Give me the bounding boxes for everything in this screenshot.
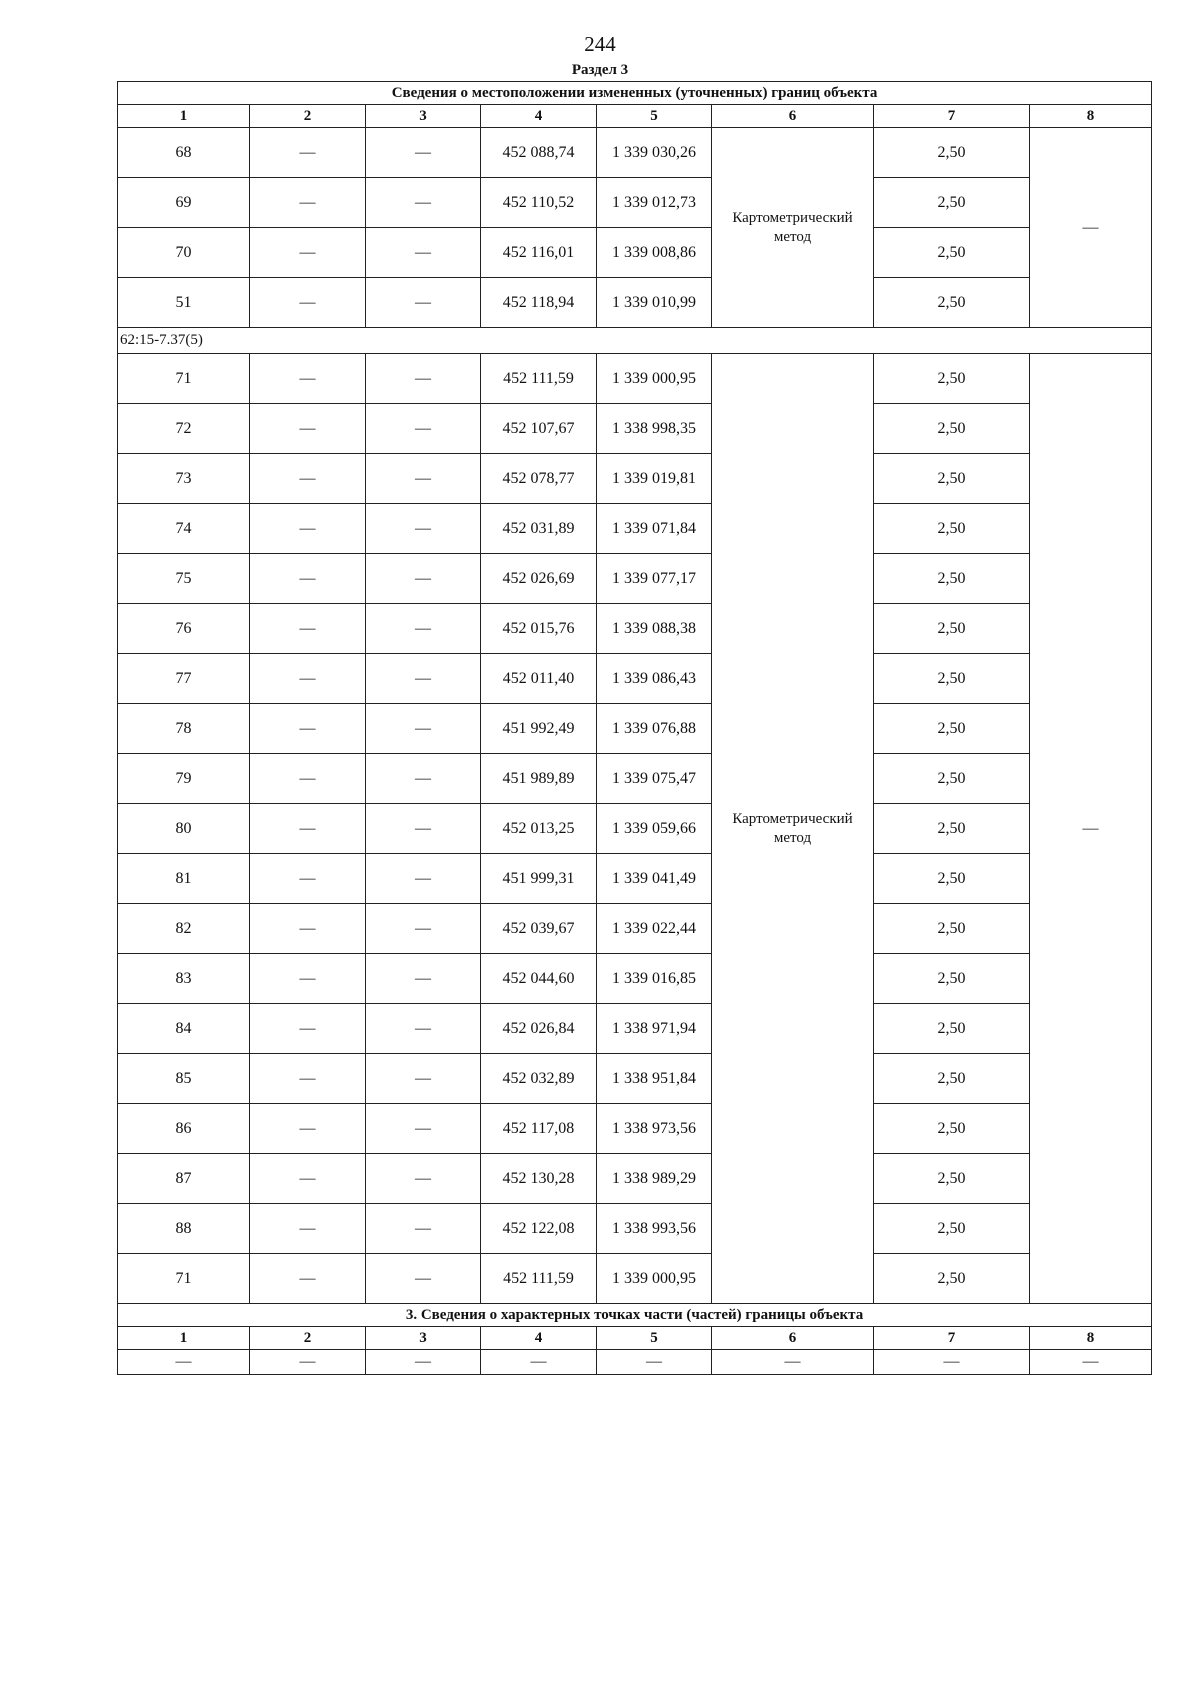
coordinate-y: 1 338 998,35 [597, 404, 712, 454]
coordinate-y: 1 339 030,26 [597, 128, 712, 178]
table-row [118, 604, 1152, 654]
accuracy-value: 2,50 [874, 278, 1030, 328]
block2-title-cell: 3. Сведения о характерных точках части (частей) границы объекта [118, 1304, 1152, 1327]
accuracy-value: 2,50 [874, 1104, 1030, 1154]
column-number: 8 [1030, 105, 1152, 128]
block1-title-cell: Сведения о местоположении измененных (уточненных) границ объекта [118, 82, 1152, 105]
section-label: Раздел 3 [571, 62, 629, 78]
point-number: 70 [118, 228, 250, 278]
empty-cell: — [874, 1350, 1030, 1375]
column-number: 5 [597, 1327, 712, 1350]
point-number: 69 [118, 178, 250, 228]
col2-value: — [250, 554, 366, 604]
coordinate-y: 1 339 000,95 [597, 354, 712, 404]
table-row [118, 178, 1152, 228]
coordinate-x: 451 992,49 [481, 704, 597, 754]
col8-value: — [1030, 128, 1152, 328]
point-number: 82 [118, 904, 250, 954]
col2-value: — [250, 404, 366, 454]
col3-value: — [366, 1054, 481, 1104]
empty-cell: — [250, 1350, 366, 1375]
coordinate-x: 452 026,84 [481, 1004, 597, 1054]
table-row [118, 704, 1152, 754]
coordinate-x: 452 031,89 [481, 504, 597, 554]
table-row [118, 854, 1152, 904]
empty-cell: — [1030, 1350, 1152, 1375]
point-number: 81 [118, 854, 250, 904]
coordinate-x: 451 999,31 [481, 854, 597, 904]
column-number: 7 [874, 1327, 1030, 1350]
point-number: 51 [118, 278, 250, 328]
coordinate-x: 451 989,89 [481, 754, 597, 804]
table-row [118, 1054, 1152, 1104]
col2-value: — [250, 754, 366, 804]
coordinate-x: 452 110,52 [481, 178, 597, 228]
col2-value: — [250, 1254, 366, 1304]
coordinate-y: 1 338 993,56 [597, 1204, 712, 1254]
col3-value: — [366, 604, 481, 654]
coordinate-y: 1 338 989,29 [597, 1154, 712, 1204]
coordinate-x: 452 111,59 [481, 1254, 597, 1304]
coordinate-y: 1 339 010,99 [597, 278, 712, 328]
column-number: 2 [250, 105, 366, 128]
table-row [118, 1254, 1152, 1304]
col3-value: — [366, 278, 481, 328]
point-number: 85 [118, 1054, 250, 1104]
table-row [118, 278, 1152, 328]
col3-value: — [366, 704, 481, 754]
coordinate-x: 452 088,74 [481, 128, 597, 178]
coordinate-y: 1 338 951,84 [597, 1054, 712, 1104]
table-row [118, 654, 1152, 704]
accuracy-value: 2,50 [874, 954, 1030, 1004]
coordinate-y: 1 339 088,38 [597, 604, 712, 654]
point-number: 74 [118, 504, 250, 554]
table-row [118, 404, 1152, 454]
coordinate-x: 452 032,89 [481, 1054, 597, 1104]
coordinate-y: 1 339 059,66 [597, 804, 712, 854]
column-number: 1 [118, 105, 250, 128]
group-label: 62:15-7.37(5) [118, 328, 1152, 354]
point-number: 72 [118, 404, 250, 454]
col3-value: — [366, 1004, 481, 1054]
coordinate-x: 452 130,28 [481, 1154, 597, 1204]
coordinate-x: 452 116,01 [481, 228, 597, 278]
coordinate-y: 1 339 012,73 [597, 178, 712, 228]
column-number-row-2 [118, 1327, 1152, 1350]
coordinate-y: 1 339 000,95 [597, 1254, 712, 1304]
coordinate-x: 452 118,94 [481, 278, 597, 328]
coordinate-y: 1 338 973,56 [597, 1104, 712, 1154]
col2-value: — [250, 1004, 366, 1054]
col2-value: — [250, 354, 366, 404]
point-number: 68 [118, 128, 250, 178]
coordinate-x: 452 039,67 [481, 904, 597, 954]
column-number-row [118, 105, 1152, 128]
coordinate-x: 452 117,08 [481, 1104, 597, 1154]
col2-value: — [250, 854, 366, 904]
coordinate-y: 1 339 071,84 [597, 504, 712, 554]
coordinate-y: 1 339 022,44 [597, 904, 712, 954]
col3-value: — [366, 804, 481, 854]
empty-cell: — [597, 1350, 712, 1375]
accuracy-value: 2,50 [874, 804, 1030, 854]
col3-value: — [366, 904, 481, 954]
accuracy-value: 2,50 [874, 354, 1030, 404]
col2-value: — [250, 904, 366, 954]
coordinate-y: 1 339 076,88 [597, 704, 712, 754]
coordinate-x: 452 078,77 [481, 454, 597, 504]
point-number: 79 [118, 754, 250, 804]
column-number: 2 [250, 1327, 366, 1350]
accuracy-value: 2,50 [874, 854, 1030, 904]
point-number: 73 [118, 454, 250, 504]
col2-value: — [250, 1204, 366, 1254]
accuracy-value: 2,50 [874, 754, 1030, 804]
col3-value: — [366, 178, 481, 228]
point-number: 71 [118, 1254, 250, 1304]
accuracy-value: 2,50 [874, 1204, 1030, 1254]
col3-value: — [366, 654, 481, 704]
point-number: 76 [118, 604, 250, 654]
empty-cell: — [712, 1350, 874, 1375]
column-number: 4 [481, 1327, 597, 1350]
col3-value: — [366, 754, 481, 804]
coordinate-x: 452 011,40 [481, 654, 597, 704]
empty-cell: — [118, 1350, 250, 1375]
col2-value: — [250, 804, 366, 854]
col2-value: — [250, 1154, 366, 1204]
column-number: 6 [712, 1327, 874, 1350]
accuracy-value: 2,50 [874, 404, 1030, 454]
point-number: 87 [118, 1154, 250, 1204]
coordinate-x: 452 111,59 [481, 354, 597, 404]
table-row [118, 1004, 1152, 1054]
table-row [118, 354, 1152, 404]
col3-value: — [366, 128, 481, 178]
col2-value: — [250, 954, 366, 1004]
coordinate-y: 1 339 075,47 [597, 754, 712, 804]
col2-value: — [250, 178, 366, 228]
accuracy-value: 2,50 [874, 904, 1030, 954]
accuracy-value: 2,50 [874, 454, 1030, 504]
col2-value: — [250, 1104, 366, 1154]
coordinate-y: 1 339 019,81 [597, 454, 712, 504]
point-number: 88 [118, 1204, 250, 1254]
group-label-row [118, 328, 1152, 354]
block1-title [118, 82, 1152, 105]
accuracy-value: 2,50 [874, 228, 1030, 278]
column-number: 3 [366, 105, 481, 128]
col3-value: — [366, 1204, 481, 1254]
col3-value: — [366, 504, 481, 554]
table-row [118, 1154, 1152, 1204]
boundary-table [117, 81, 1152, 1375]
col3-value: — [366, 454, 481, 504]
accuracy-value: 2,50 [874, 1154, 1030, 1204]
col3-value: — [366, 854, 481, 904]
table-row [118, 454, 1152, 504]
method-cell: Картометрический метод [712, 128, 874, 328]
column-number: 7 [874, 105, 1030, 128]
table-row [118, 954, 1152, 1004]
accuracy-value: 2,50 [874, 1004, 1030, 1054]
column-number: 4 [481, 105, 597, 128]
point-number: 77 [118, 654, 250, 704]
col3-value: — [366, 404, 481, 454]
empty-cell: — [481, 1350, 597, 1375]
coordinate-y: 1 339 008,86 [597, 228, 712, 278]
coordinate-x: 452 044,60 [481, 954, 597, 1004]
coordinate-x: 452 026,69 [481, 554, 597, 604]
page-number: 244 [584, 32, 616, 56]
table-row [118, 554, 1152, 604]
accuracy-value: 2,50 [874, 554, 1030, 604]
col2-value: — [250, 278, 366, 328]
accuracy-value: 2,50 [874, 654, 1030, 704]
table-row [118, 228, 1152, 278]
col3-value: — [366, 1104, 481, 1154]
accuracy-value: 2,50 [874, 504, 1030, 554]
column-number: 6 [712, 105, 874, 128]
accuracy-value: 2,50 [874, 1054, 1030, 1104]
point-number: 78 [118, 704, 250, 754]
col3-value: — [366, 354, 481, 404]
col3-value: — [366, 954, 481, 1004]
col8-value: — [1030, 354, 1152, 1304]
point-number: 86 [118, 1104, 250, 1154]
col3-value: — [366, 1254, 481, 1304]
coordinate-y: 1 339 041,49 [597, 854, 712, 904]
col2-value: — [250, 454, 366, 504]
coordinate-y: 1 338 971,94 [597, 1004, 712, 1054]
method-cell: Картометрический метод [712, 354, 874, 1304]
accuracy-value: 2,50 [874, 128, 1030, 178]
point-number: 71 [118, 354, 250, 404]
empty-cell: — [366, 1350, 481, 1375]
col2-value: — [250, 704, 366, 754]
point-number: 80 [118, 804, 250, 854]
table-row [118, 1204, 1152, 1254]
table-row [118, 804, 1152, 854]
coordinate-y: 1 339 077,17 [597, 554, 712, 604]
point-number: 75 [118, 554, 250, 604]
column-number: 5 [597, 105, 712, 128]
col2-value: — [250, 654, 366, 704]
col3-value: — [366, 1154, 481, 1204]
coordinate-y: 1 339 016,85 [597, 954, 712, 1004]
coordinate-x: 452 015,76 [481, 604, 597, 654]
table-row [118, 904, 1152, 954]
coordinate-x: 452 107,67 [481, 404, 597, 454]
block2-title [118, 1304, 1152, 1327]
col2-value: — [250, 228, 366, 278]
coordinate-y: 1 339 086,43 [597, 654, 712, 704]
col2-value: — [250, 128, 366, 178]
col2-value: — [250, 604, 366, 654]
column-number: 8 [1030, 1327, 1152, 1350]
accuracy-value: 2,50 [874, 604, 1030, 654]
accuracy-value: 2,50 [874, 178, 1030, 228]
column-number: 3 [366, 1327, 481, 1350]
column-number: 1 [118, 1327, 250, 1350]
table-row [118, 754, 1152, 804]
point-number: 84 [118, 1004, 250, 1054]
accuracy-value: 2,50 [874, 1254, 1030, 1304]
col2-value: — [250, 1054, 366, 1104]
table-row [118, 504, 1152, 554]
accuracy-value: 2,50 [874, 704, 1030, 754]
point-number: 83 [118, 954, 250, 1004]
table-row [118, 1104, 1152, 1154]
col3-value: — [366, 228, 481, 278]
table-row [118, 128, 1152, 178]
col3-value: — [366, 554, 481, 604]
coordinate-x: 452 122,08 [481, 1204, 597, 1254]
coordinate-x: 452 013,25 [481, 804, 597, 854]
empty-row [118, 1350, 1152, 1375]
col2-value: — [250, 504, 366, 554]
